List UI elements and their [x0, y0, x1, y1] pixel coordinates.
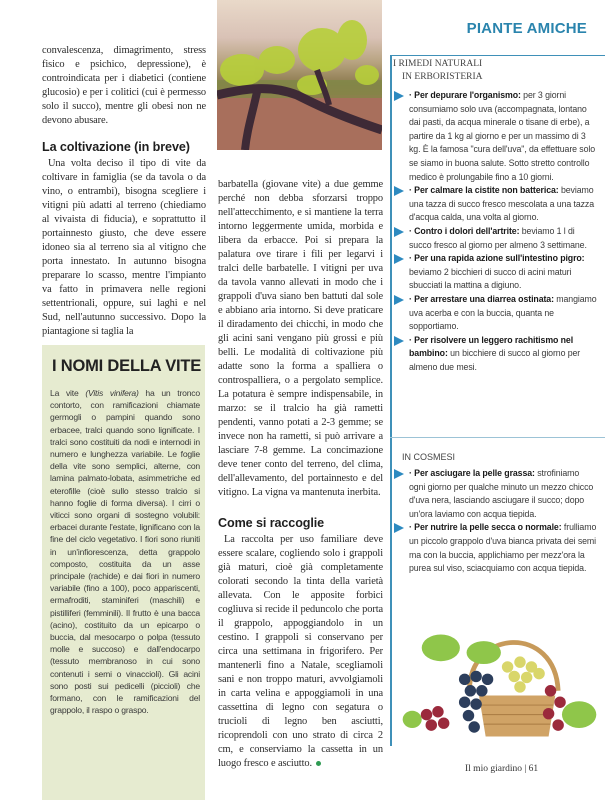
grapevine-photo [217, 0, 382, 150]
arrow-bullet-icon [394, 254, 404, 264]
vine-names-sidebar [42, 345, 205, 800]
latin-name: (Vitis vinifera) [85, 388, 139, 398]
section-title: PIANTE AMICHE [466, 20, 587, 37]
remedy-item: · Per calmare la cistite non batterica: beviamo una tazza di succo fresco mescolata a una tazza d'acqua calda, una volta al giorno. [395, 184, 597, 225]
remedy-item: · Per depurare l'organismo: per 3 giorni consumiamo solo uva (accompagnata, lontano dai pasti, da acqua minerale o tisane di erbe), a partire da 1 kg al giorno e per un massimo di 3 kg. È la famosa "cura dell'uva", da effettuare solo se siamo in buona salute. Sotto stretto controllo medico è prolungabile fino a 10 giorni. [395, 89, 597, 184]
arrow-bullet-icon [394, 295, 404, 305]
grape-basket-photo [393, 624, 605, 748]
arrow-bullet-icon [394, 91, 404, 101]
sidebar-text: La vite (Vitis vinifera) ha un tronco contorto, con ramificazioni chiamate germogli o pampini quando sono erbacee, tralci quando sono lignificate. I tralci sono costituiti da nodi e internodi in numero e lunghezza variabile. Le foglie della vite sono semplici, alterne, con lamina palmato-lobata, asimmetriche ed eterofille (cioè sullo stesso tralcio si hanno foglie di forma diversa). I cirri o viticci sono organi di sostegno volubili: erbacei durante l'estate, lignificano con la fine del ciclo vegetativo. I fiori sono riuniti in un'infiorescenza, detta grappolo composto, costituita da un asse principale (rachide) e dai fiori in numero variabile (fino a 100), poco appariscenti, ermafroditi, staminiferi (maschili) e pistilliferi (femminili). Il frutto è una bacca (acino), costituito da un epicarpo o buccia, dal mesocarpo o polpa (tessuto molle e succoso) e dall'endocarpo (tessuto membranoso in cui sono contenuti i semi o vinaccioli). Gli acini sono posti sui pedicelli (piccioli) che formano, con le ramificazioni del grappolo, il raspo o graspo. [50, 388, 200, 716]
cultivation-paragraph: Una volta deciso il tipo di vite da coltivare in famiglia (se da tavola o da vino, o entrambi), bisogna scegliere i vitigni più adatti al terreno (chiediamo al vivaista di fiducia), e soprattutto il portainnesto giusto, che deve essere idoneo sia al terreno sia al vitigno che porta innestato. In autunno bisogna preparare lo scasso, mentre l'impianto va fatto in primavera nelle regioni settentrionali, oppure, sui laghi e nel Sud, nell'autunno successivo. Dopo la piantagione si taglia la [42, 158, 206, 337]
sidebar-title: I NOMI DELLA VITE [52, 357, 202, 375]
cosmetics-list [395, 467, 597, 576]
remedy-item: · Per risolvere un leggero rachitismo nel bambino: un bicchiere di succo al giorno per almeno due mesi. [395, 334, 597, 375]
end-mark-icon [316, 761, 321, 766]
cosmetic-item: · Per asciugare la pelle grassa: strofiniamo ogni giorno per qualche minuto un mezzo chicco d'uva nera, lasciando asciugare il succo; dopo un'ora laviamo con acqua tiepida. [395, 467, 597, 521]
remedy-item: · Per una rapida azione sull'intestino pigro: beviamo 2 bicchieri di succo di acini maturi sbucciati la mattina a digiuno. [395, 252, 597, 293]
arrow-bullet-icon [394, 523, 404, 533]
page-footer: Il mio giardino | 61 [465, 764, 539, 774]
remedies-heading: I RIMEDI NATURALI IN ERBORISTERIA [393, 59, 483, 82]
remedy-item: · Per arrestare una diarrea ostinata: mangiamo uva acerba e con la buccia, quanta ne sopportiamo. [395, 293, 597, 334]
arrow-bullet-icon [394, 336, 404, 346]
box-divider [390, 437, 605, 438]
grape-basket-illustration [393, 624, 605, 748]
arrow-bullet-icon [394, 469, 404, 479]
intro-paragraph: convalescenza, dimagrimento, stress fisico e psichico, depressione), è controindicata per i diabetici (contiene glucosio) e per i colitici (cui è permesso solo il succo), mentre gli obesi non ne devono abusare. [42, 45, 206, 126]
cosmetics-heading: IN COSMESI [402, 452, 456, 462]
middle-column [218, 178, 383, 771]
remedies-list [395, 89, 597, 374]
harvest-paragraph: La raccolta per uso familiare deve essere scalare, cogliendo solo i grappoli già maturi, cioè già completamente colorati secondo la tinta della varietà allevata. Con le apposite forbici cogliuva si recide il peduncolo che porta il grappolo, appoggiandolo in un cestino. I grappoli si conservano per circa una settimana in frigorifero. Per mantenerli fino a Natale, scegliamoli sani e non troppo maturi, avvolgiamoli in carta velina e appoggiamoli in una cassettina di legno con segatura o trucioli di legno ben asciutti, ricoprendoli con uno strato di circa 2 cm, e conserviamo la cassetta in un luogo fresco e asciutto. [218, 534, 383, 769]
remedy-item: · Contro i dolori dell'artrite: beviamo 1 l di succo fresco al giorno per almeno 3 settimane. [395, 225, 597, 252]
cultivation-heading: La coltivazione (in breve) [42, 140, 190, 154]
arrow-bullet-icon [394, 227, 404, 237]
cultivation-continued-paragraph: barbatella (giovane vite) a due gemme perché non debba sforzarsi troppo nell'attecchimento, e si mantiene la terra intorno leggermente umida, morbida e libera da erbacce. Poi si prepara la palatura ove tirare i fili per legarvi i tralci delle barbatelle. I vitigni per uva da tavola vanno allevati in modo che i grappoli d'uva siano ben battuti dal sole e abbiano aria intorno. Si deve praticare il diradamento dei chicchi, in modo che gli acini sani vengano più grossi e più belli. Le modalità di coltivazione più adatte sono la forma a spalliera o controspalliera, o a pergolato semplice. La potatura è sempre indispensabile, in marzo: se il tralcio ha già rametti pendenti, vanno potati a 2-3 gemme; se invece non ha rametti, si può arrivare a lasciare 7-8 gemme. La concimazione deve tener conto del terreno, del clima, dell'allevamento, del portainnesto e del vitigno. La vigna va mantenuta inerbita. [218, 179, 383, 498]
cosmetic-item: · Per nutrire la pelle secca o normale: frulliamo un piccolo grappolo d'uva bianca privata dei semi ma con la buccia, applichiamo per mezz'ora la purea sul viso, sciacquiamo con acqua tiepida. [395, 521, 597, 575]
grapevine-illustration [217, 0, 382, 150]
arrow-bullet-icon [394, 186, 404, 196]
harvest-heading: Come si raccoglie [218, 516, 325, 530]
left-column [42, 44, 206, 339]
